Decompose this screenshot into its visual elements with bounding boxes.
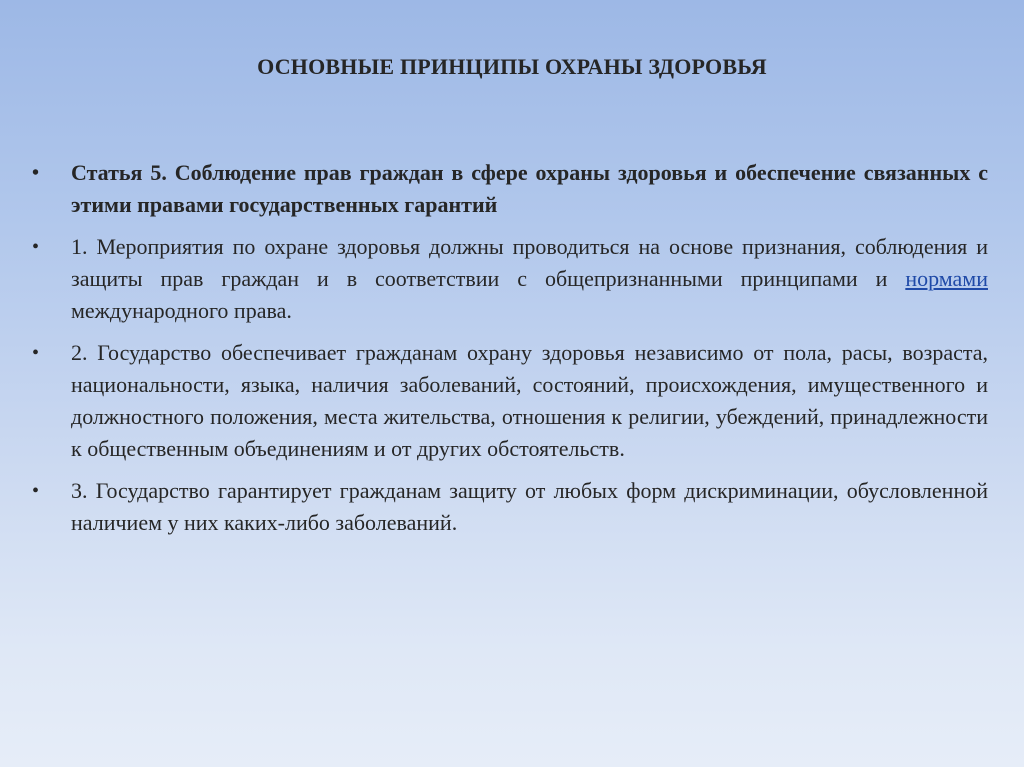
bullet-icon: • xyxy=(32,162,40,184)
norms-link[interactable]: нормами xyxy=(905,266,988,291)
point-3-text: 3. Государство гарантирует гражданам защиту от любых форм дискриминации, обусловленной наличием у них каких-либо заболеваний. xyxy=(71,478,988,535)
point-1-text-before: 1. Мероприятия по охране здоровья должны проводиться на основе признания, соблюдения и защиты прав граждан и в соответствии с общепризнанными принципами и xyxy=(71,234,988,291)
article-heading-text: Статья 5. Соблюдение прав граждан в сфере охраны здоровья и обеспечение связанных с этими правами государственных гарантий xyxy=(71,160,988,217)
list-item-point-2 xyxy=(32,337,988,465)
list-item-point-1 xyxy=(32,231,988,327)
list-item-point-3 xyxy=(32,475,988,539)
bullet-icon: • xyxy=(32,480,40,502)
slide-title: ОСНОВНЫЕ ПРИНЦИПЫ ОХРАНЫ ЗДОРОВЬЯ xyxy=(257,54,767,79)
point-2-text: 2. Государство обеспечивает гражданам охрану здоровья независимо от пола, расы, возраста, национальности, языка, наличия заболеваний, состояний, происхождения, имущественного и должностного положения, места жительства, отношения к религии, убеждений, принадлежности к общественным объединениям и от других обстоятельств. xyxy=(71,340,988,461)
bullet-icon: • xyxy=(32,236,40,258)
list-item-article-heading xyxy=(32,157,988,221)
bullet-list xyxy=(32,157,988,549)
bullet-icon: • xyxy=(32,342,40,364)
point-1-text-after: международного права. xyxy=(71,298,292,323)
